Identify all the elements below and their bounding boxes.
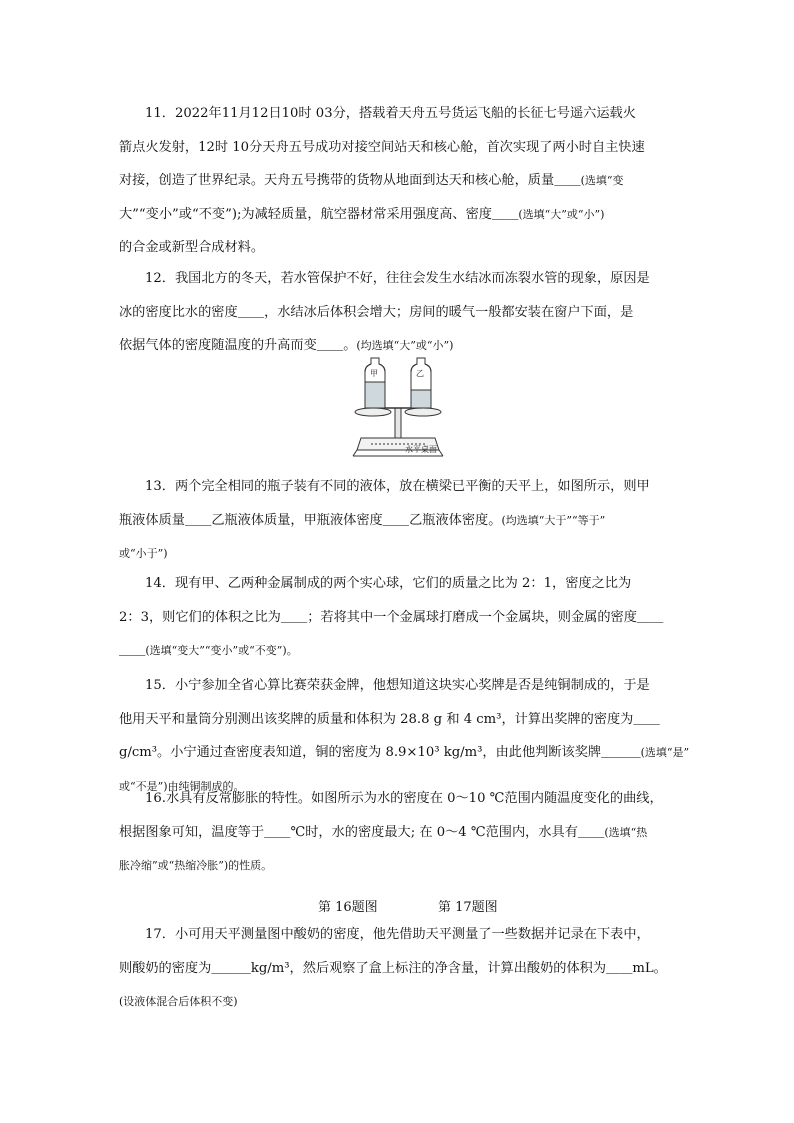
q12-line-3: 依据气体的密度随温度的升高而变: [119, 338, 317, 353]
q16-blank-2: ＿＿: [577, 824, 605, 840]
q11-note-1: (选填“变: [580, 174, 624, 187]
q15-blank-1: ＿＿: [633, 711, 660, 727]
q15-blank-2: ＿＿＿: [601, 745, 641, 760]
q11-blank-1: ＿＿: [554, 173, 581, 188]
bottle-b-label: 乙: [416, 369, 424, 378]
q11-line-3: 对接，创造了世界纪录。天舟五号携带的货物从地面到达天和核心舱，质量: [119, 173, 555, 188]
q17-note: (设液体混合后体积不变): [119, 995, 238, 1008]
q13-line-3: 或“小于”): [119, 547, 168, 560]
q17-line-2b: kg/m³，然后观察了盒上标注的净含量，计算出酸奶的体积为: [250, 960, 607, 976]
q16-line-3: 胀冷缩”或“热缩冷胀”): [119, 859, 229, 872]
q11-line-5: 的合金或新型合成材料。: [119, 240, 265, 255]
q17-blank-2: ＿＿: [606, 960, 633, 976]
q15-note: (选填“是”: [640, 746, 690, 759]
q14-line-3: (选填“变大”“变小”或“不变”)。: [145, 644, 298, 657]
q14-blank-2b: ＿＿: [119, 643, 146, 658]
q11-line-1: 11．2022年11月12日10时 03分，搭载着天舟五号货运飞船的长征七号遥六运载火: [145, 106, 636, 121]
q12-period: 。: [343, 338, 357, 353]
question-12: [119, 262, 679, 363]
q14-line-2a: 2：3，则它们的体积之比为: [119, 609, 281, 625]
q12-note: (均选填“大”或“小”): [356, 339, 454, 352]
q13-line-2b: 乙瓶液体质量，甲瓶液体密度: [211, 512, 383, 528]
q16-note: (选填“热: [604, 825, 648, 839]
q15-line-2: 他用天平和量筒分别测出该奖牌的质量和体积为 28.8 g 和 4 cm³，计算出奖牌的密度为: [119, 711, 634, 727]
q14-blank-1: ＿＿: [280, 609, 308, 625]
question-16: 16.水具有反常膨胀的特性。如图所示为水的密度在 0～10 ℃范围内随温度变化的曲线， 根据图象可知，温度等于＿＿℃时，水的密度最大; 在 0～4 ℃范围内，水具有＿＿(选填“热 胀冷缩”或“热缩冷胀”)的性质。: [119, 791, 663, 872]
q12-line-2a: 冰的密度比水的密度: [119, 304, 238, 320]
q13-note: (均选填“大于”“等于”: [501, 513, 606, 527]
q15-line-4: 或“不是”)由纯铜制成的。: [119, 779, 245, 793]
q12-line-1: 12．我国北方的冬天，若水管保护不好，往往会发生水结冰而冻裂水管的现象，原因是: [145, 271, 650, 286]
q13-line-2c: 乙瓶液体密度。: [409, 512, 502, 528]
q16-blank-1: ＿＿: [264, 824, 291, 840]
q16-line-2a: 根据图象可知，温度等于: [119, 824, 265, 840]
left-pan: [355, 408, 391, 416]
q17-line-2c: mL。: [632, 960, 667, 976]
q11-line-4: 大”“变小”或“不变”);为减轻质量，航空器材常采用强度高、密度: [119, 206, 492, 222]
q13-blank-1: ＿＿: [184, 512, 212, 528]
q16-line-2b: ℃时，水的密度最大; 在 0～4 ℃范围内，水具有: [290, 824, 578, 840]
q14-blank-2a: ＿＿: [636, 609, 664, 625]
q12-blank-1: ＿＿: [237, 304, 265, 320]
q15-line-3: g/cm³。小宁通过查密度表知道，铜的密度为 8.9×10³ kg/m³，由此他判断该奖牌: [119, 745, 602, 760]
q11-line-2: 箭点火发射，12时 10分天舟五号成功对接空间站天和核心舱，首次实现了两小时自主快速: [119, 139, 645, 155]
question-14: [119, 567, 679, 668]
figure-17-caption: 第 17题图: [438, 900, 498, 915]
question-13: [119, 470, 679, 571]
q11-blank-2: ＿＿: [491, 206, 519, 222]
q12-line-2b: ，水结冰后体积会增大；房间的暖气一般都安装在窗户下面，是: [264, 304, 634, 320]
question-11: [119, 97, 679, 265]
bottle-a-label: 甲: [370, 369, 378, 378]
right-pan: [405, 408, 441, 416]
q14-line-2b: ；若将其中一个金属球打磨成一个金属块，则金属的密度: [307, 609, 637, 625]
figure-16-caption: 第 16题图: [318, 900, 378, 915]
question-17: [119, 918, 679, 1019]
q13-line-1: 13．两个完全相同的瓶子装有不同的液体，放在横梁已平衡的天平上，如图所示，则甲: [145, 479, 650, 494]
bottle-a: [365, 358, 385, 408]
figure-caption: 水平桌面: [405, 445, 437, 454]
q13-line-2a: 瓶液体质量: [119, 512, 185, 528]
q13-blank-2: ＿＿: [382, 512, 410, 528]
q17-line-2a: 则酸奶的密度为: [119, 960, 212, 976]
q17-line-1: 17．小可用天平测量图中酸奶的密度，他先借助天平测量了一些数据并记录在下表中，: [145, 927, 650, 942]
q16-line-1: 16.水具有反常膨胀的特性。如图所示为水的密度在 0～10 ℃范围内随温度变化的曲线，: [145, 791, 663, 806]
q11-note-2: (选填“大”或“小”): [518, 207, 605, 221]
q17-blank-1: ＿＿＿: [211, 960, 251, 976]
q15-line-1: 15．小宁参加全省心算比赛荣获金牌，他想知道这块实心奖牌是否是纯铜制成的，于是: [145, 678, 650, 693]
q12-blank-2: ＿＿: [316, 338, 344, 353]
q14-line-1: 14．现有甲、乙两种金属制成的两个实心球，它们的质量之比为 2：1，密度之比为: [145, 576, 632, 591]
bottle-b: [411, 358, 431, 408]
